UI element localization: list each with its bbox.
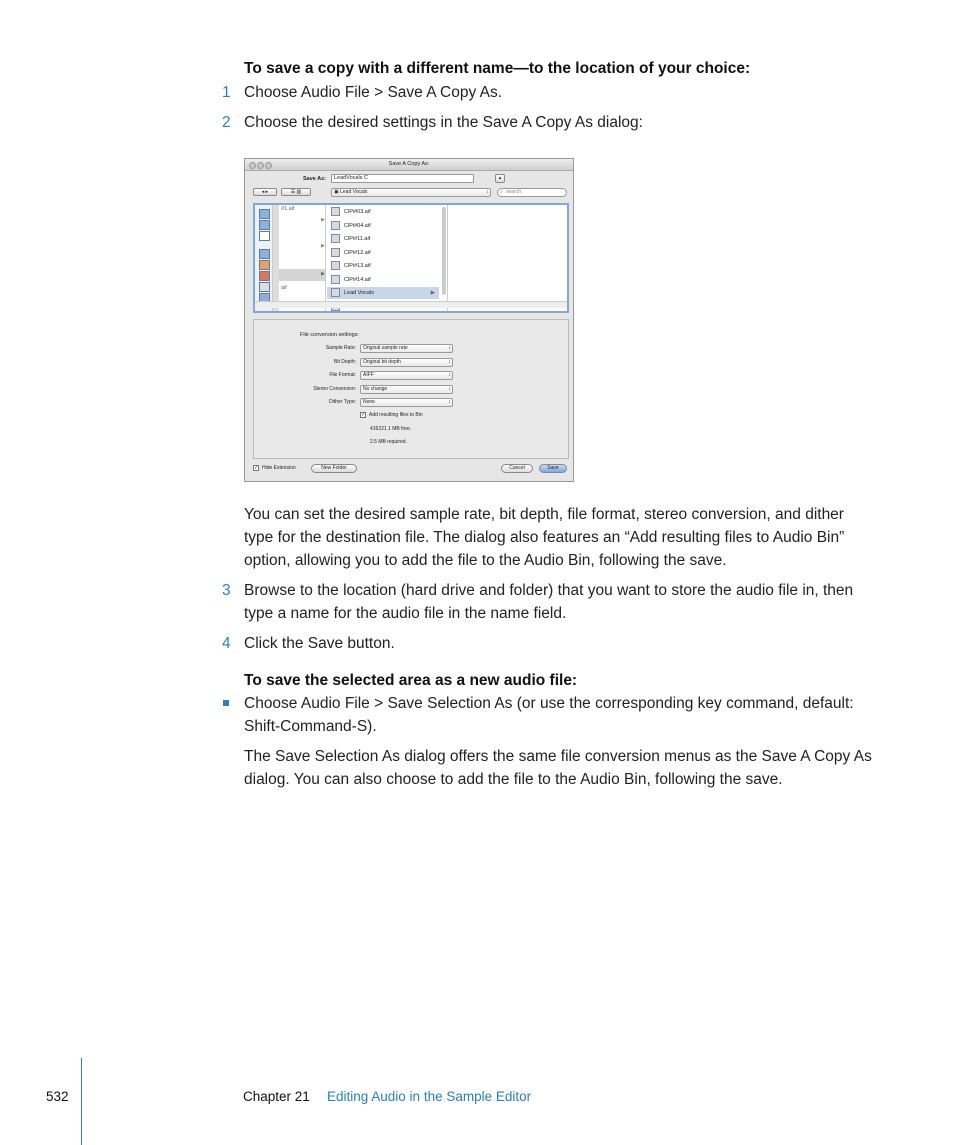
step-number: 1: [222, 84, 231, 101]
folder-icon: ▣: [334, 189, 341, 195]
sidebar: [255, 205, 273, 311]
file-name: ClPi#14.aif: [344, 276, 371, 283]
horizontal-scrollbar[interactable]: [255, 301, 567, 308]
section-heading: To save a copy with a different name—to the location of your choice:: [244, 60, 751, 77]
chapter-title-link[interactable]: Editing Audio in the Sample Editor: [327, 1089, 532, 1104]
file-item[interactable]: [327, 274, 439, 286]
section-heading: To save the selected area as a new audio file:: [244, 672, 578, 689]
file-name: ClPi#12.aif: [344, 249, 371, 256]
chevron-right-icon: ▶: [321, 217, 325, 223]
chevron-right-icon: ▶: [430, 290, 435, 296]
back-forward-buttons[interactable]: ◂ ▸: [253, 188, 277, 196]
step-text: Choose Audio File > Save A Copy As.: [244, 84, 503, 101]
dialog-titlebar: [245, 159, 573, 171]
setting-popup[interactable]: Original sample rate ↕: [360, 344, 453, 353]
conversion-title: File conversion settings:: [300, 332, 359, 338]
page-number: 532: [46, 1089, 69, 1104]
step-number: 3: [222, 582, 231, 599]
home-icon[interactable]: [259, 260, 270, 270]
document-icon[interactable]: [259, 231, 270, 241]
chevron-right-icon: ▶: [321, 271, 325, 277]
save-as-field[interactable]: LeadVocals C: [331, 174, 474, 183]
file-item[interactable]: [327, 206, 439, 218]
file-item[interactable]: [327, 287, 439, 299]
file-item[interactable]: [327, 260, 439, 272]
audio-file-icon: [331, 248, 340, 257]
search-placeholder: search: [506, 189, 522, 195]
search-icon: ⌕: [500, 189, 503, 195]
closing-paragraph: The Save Selection As dialog offers the same file conversion menus as the Save A Copy As dialog. You can also choose to add the file to the Audio Bin, following the save.: [244, 748, 872, 788]
step-number: 4: [222, 635, 231, 652]
dialog-title: Save A Copy As:: [388, 161, 430, 167]
step-text: Browse to the location (hard drive and folder) that you want to store the audio file in, then type a name for the audio file in the name field.: [244, 582, 854, 622]
chevron-right-icon: ▶: [321, 243, 325, 249]
file-item[interactable]: [327, 220, 439, 232]
column-selection: [279, 269, 325, 281]
file-item[interactable]: [327, 233, 439, 245]
setting-label: Dither Type:: [329, 399, 356, 405]
applications-icon[interactable]: [259, 271, 270, 281]
file-item[interactable]: [327, 247, 439, 259]
browser-column-2: [327, 205, 448, 311]
folder-icon: [331, 288, 340, 297]
step-text: Choose the desired settings in the Save A Copy As dialog:: [244, 114, 643, 131]
file-list: [327, 205, 439, 309]
chapter-label: Chapter 21: [243, 1089, 310, 1104]
expand-button[interactable]: ▴: [495, 174, 505, 183]
file-name: Lead Vocals: [344, 290, 374, 296]
drive-icon[interactable]: [259, 220, 270, 230]
network-icon[interactable]: [259, 209, 270, 219]
setting-label: File Format:: [329, 372, 356, 378]
location-popup[interactable]: [331, 188, 491, 197]
location-value: Lead Vocals: [340, 189, 368, 195]
setting-label: Sample Rate:: [325, 345, 356, 351]
save-a-copy-dialog: [244, 158, 574, 482]
bullet-text: Choose Audio File > Save Selection As (or use the corresponding key command, default: Shift-Command-S).: [244, 695, 854, 735]
body-paragraph: You can set the desired sample rate, bit depth, file format, stereo conversion, and dither type for the destination file. The dialog also features an “Add resulting files to Audio Bin” option, allowing you to add the file to the Audio Bin, following the save.: [244, 506, 845, 569]
setting-popup[interactable]: AIFF ↕: [360, 371, 453, 380]
free-space-text: 416221.1 MB free.: [370, 426, 412, 432]
file-name: ClPi#04.aif: [344, 222, 371, 229]
view-mode-buttons[interactable]: ☰ ▥: [281, 188, 311, 196]
setting-label: Bit Depth:: [334, 358, 356, 365]
file-name: ClPi#03.aif: [344, 209, 371, 215]
file-browser[interactable]: [253, 203, 569, 313]
setting-label: Stereo Conversion:: [313, 385, 356, 392]
save-as-label: Save As:: [303, 176, 327, 182]
file-name: ClPi#13.aif: [344, 263, 371, 269]
setting-popup[interactable]: None ↕: [360, 398, 453, 407]
save-button[interactable]: Save: [539, 464, 567, 473]
conversion-settings-panel: [253, 319, 569, 459]
cancel-button[interactable]: Cancel: [501, 464, 533, 473]
audio-file-icon: [331, 234, 340, 243]
audio-file-icon: [331, 275, 340, 284]
setting-popup[interactable]: Original bit depth ↕: [360, 358, 453, 367]
bullet-icon: [223, 700, 229, 706]
column-scrollbar[interactable]: [442, 207, 446, 295]
browser-column-1: [279, 205, 326, 311]
new-folder-button[interactable]: New Folder: [311, 464, 357, 473]
desktop-icon[interactable]: [259, 249, 270, 259]
add-to-bin-label: Add resulting files to Bin: [369, 412, 423, 418]
footer-rule: [81, 1058, 82, 1145]
add-to-bin-checkbox[interactable]: ✓: [361, 412, 366, 418]
hide-extension-label: Hide Extension: [262, 465, 296, 471]
step-number: 2: [222, 114, 231, 131]
column-item[interactable]: aif: [281, 285, 287, 291]
setting-popup[interactable]: No change ↕: [360, 385, 453, 394]
documents-icon[interactable]: [259, 282, 270, 292]
audio-file-icon: [331, 221, 340, 230]
audio-file-icon: [331, 207, 340, 216]
audio-file-icon: [331, 261, 340, 270]
search-field[interactable]: [497, 188, 567, 197]
required-space-text: 2.5 MB required.: [370, 439, 407, 445]
step-text: Click the Save button.: [244, 635, 395, 652]
hide-extension-checkbox[interactable]: ✓: [254, 465, 259, 471]
file-name: ClPi#11.aif: [344, 236, 371, 242]
column-item[interactable]: #1.aif: [281, 206, 295, 212]
